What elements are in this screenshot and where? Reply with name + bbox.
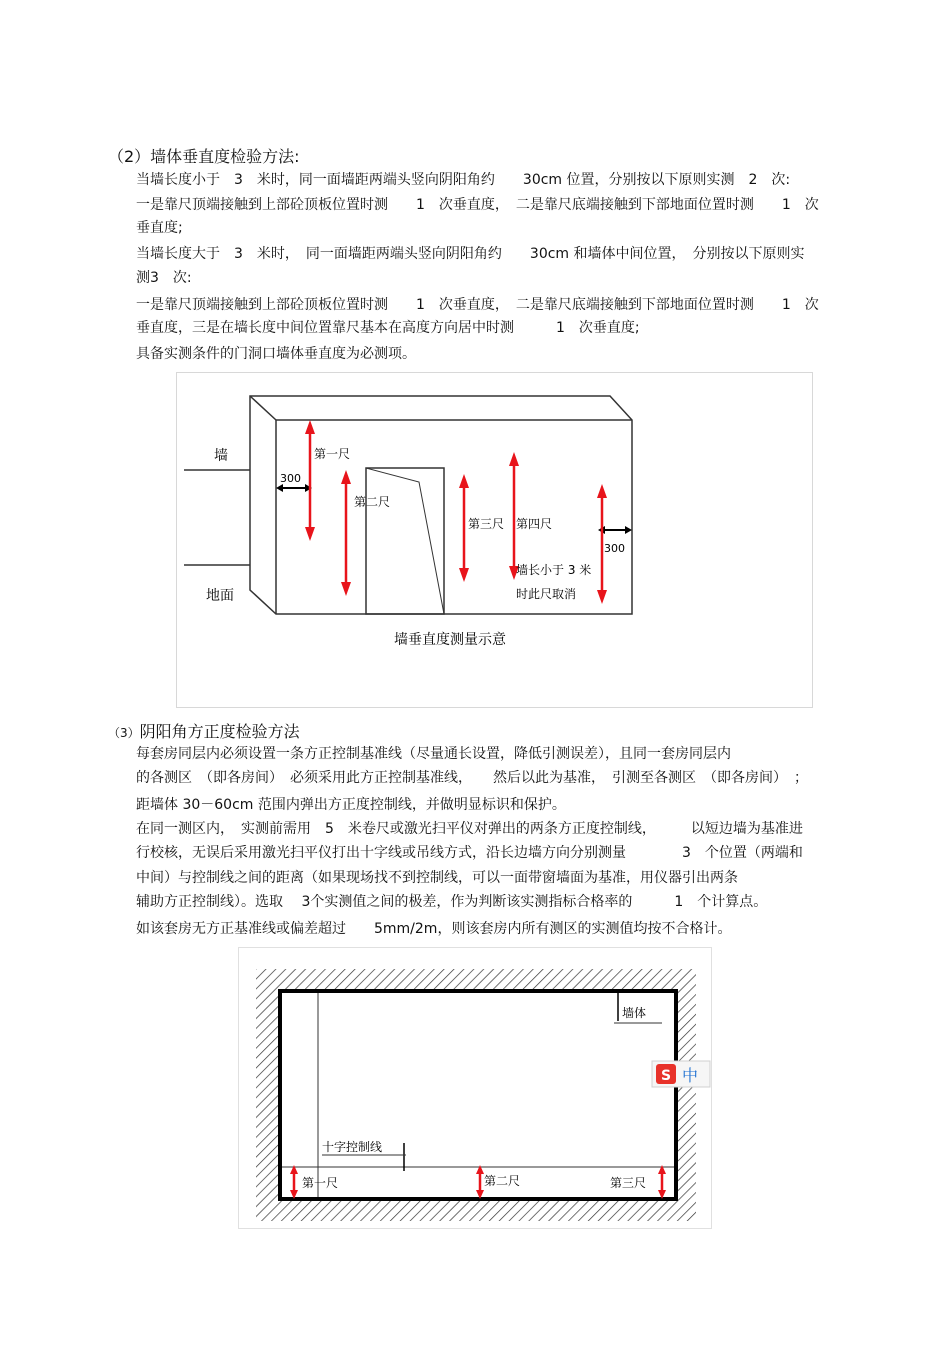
section3-line-5: 行校核，无误后采用激光扫平仪打出十字线或吊线方式，沿长边墙方向分别测量 3 个位置（两端和 xyxy=(136,845,803,861)
section3-heading-text: 阴阳角方正度检验方法 xyxy=(139,722,300,741)
fig2-ruler1-label: 第一尺 xyxy=(302,1176,339,1190)
ime-chinese-mode[interactable]: 中 xyxy=(682,1066,699,1085)
section2-line-3: 垂直度; xyxy=(136,220,183,236)
fig2-ruler2-label: 第二尺 xyxy=(484,1174,521,1188)
section2-line-7: 垂直度，三是在墙长度中间位置靠尺基本在高度方向居中时测 1 次垂直度; xyxy=(136,320,640,336)
fig2-wall-label: 墙体 xyxy=(622,1006,647,1020)
ruler1-label: 第一尺 xyxy=(314,447,351,461)
ruler4-label: 第四尺 xyxy=(516,517,553,531)
ruler3-label: 第三尺 xyxy=(468,517,505,531)
room-squareness-figure xyxy=(238,947,712,1229)
ruler2-label: 第二尺 xyxy=(354,495,391,509)
note-line-1: 墙长小于 3 米 xyxy=(516,563,592,577)
section2-line-2: 一是靠尺顶端接触到上部砼顶板位置时测 1 次垂直度， 二是靠尺底端接触到下部地面位置时测 1 次 xyxy=(136,197,819,213)
figure1-caption: 墙垂直度测量示意 xyxy=(394,632,506,648)
section2-line-4: 当墙长度大于 3 米时， 同一面墙距两端头竖向阴阳角约 30cm 和墙体中间位置， 分别按以下原则实 xyxy=(136,246,805,262)
section3-line-4: 在同一测区内， 实测前需用 5 米卷尺或激光扫平仪对弹出的两条方正度控制线， 以短边墙为基准进 xyxy=(136,821,803,837)
cross-control-label: 十字控制线 xyxy=(322,1140,383,1154)
section3-line-3: 距墙体 30－60cm 范围内弹出方正度控制线，并做明显标识和保护。 xyxy=(136,797,566,813)
fig2-ruler3-label: 第三尺 xyxy=(610,1176,647,1190)
ime-toolbar[interactable] xyxy=(652,1061,710,1087)
ground-label: 地面 xyxy=(206,588,234,604)
section3-heading-num: （3） xyxy=(108,726,140,740)
section3-line-6: 中间）与控制线之间的距离（如果现场找不到控制线，可以一面带窗墙面为基准，用仪器引出两条 xyxy=(136,870,738,886)
section3-line-1: 每套房同层内必须设置一条方正控制基准线（尽量通长设置，降低引测误差），且同一套房同层内 xyxy=(136,746,731,762)
section3-line-8: 如该套房无方正基准线或偏差超过 5mm/2m，则该套房内所有测区的实测值均按不合格计。 xyxy=(136,921,732,937)
section2-line-1: 当墙长度小于 3 米时，同一面墙距两端头竖向阴阳角约 30cm 位置，分别按以下原则实测 2 次: xyxy=(136,172,791,188)
section2-line-5: 测3 次: xyxy=(136,270,192,286)
section2-heading: （2）墙体垂直度检验方法: xyxy=(108,147,300,166)
dim-right-label: 300 xyxy=(604,542,625,555)
section3-heading xyxy=(108,719,300,742)
wall-verticality-figure xyxy=(176,372,813,708)
dim-left-label: 300 xyxy=(280,472,301,485)
wall-label: 墙 xyxy=(214,448,228,464)
section2-line-6: 一是靠尺顶端接触到上部砼顶板位置时测 1 次垂直度， 二是靠尺底端接触到下部地面位置时测 1 次 xyxy=(136,297,819,313)
section3-line-2: 的各测区 （即各房间） 必须采用此方正控制基准线， 然后以此为基准， 引测至各测区 （即各房间） ； xyxy=(136,770,808,786)
note-line-2: 时此尺取消 xyxy=(516,587,577,601)
section3-line-7: 辅助方正控制线）。选取 3个实测值之间的极差，作为判断该实测指标合格率的 1 个计算点。 xyxy=(136,894,768,910)
section2-line-8: 具备实测条件的门洞口墙体垂直度为必测项。 xyxy=(136,346,416,362)
ime-s-glyph: S xyxy=(661,1068,672,1084)
